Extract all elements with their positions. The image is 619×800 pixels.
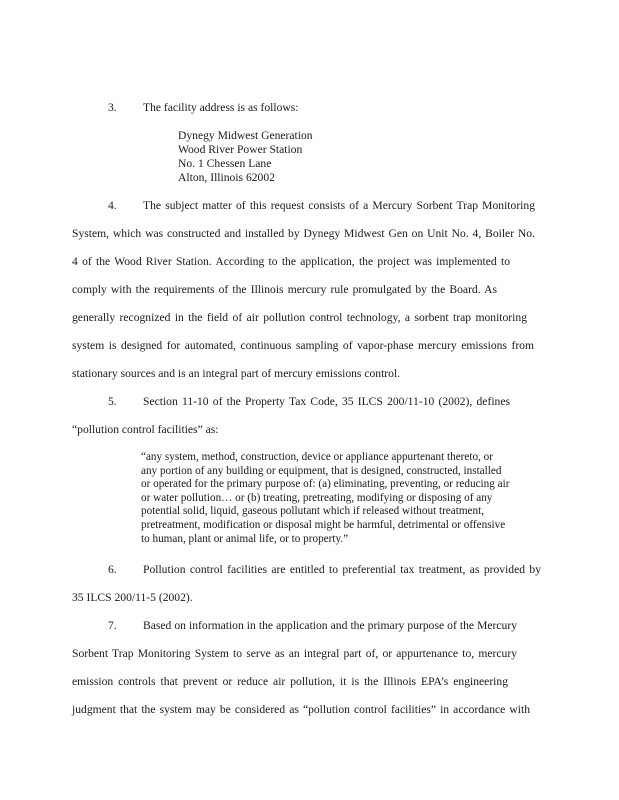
address-line: No. 1 Chessen Lane bbox=[178, 157, 272, 170]
para7-line: judgment that the system may be considered as “pollution control facilities” in accordance with bbox=[72, 703, 530, 716]
para4-line: stationary sources and is an integral part of mercury emissions control. bbox=[72, 367, 401, 380]
para3-number: 3. bbox=[108, 101, 117, 114]
para4-line: generally recognized in the field of air pollution control technology, a sorbent trap monitoring bbox=[72, 311, 527, 324]
address-line: Alton, Illinois 62002 bbox=[178, 171, 275, 184]
quote-line: pretreatment, modification or disposal might be harmful, detrimental or offensive bbox=[141, 518, 506, 531]
para7-line: Sorbent Trap Monitoring System to serve as an integral part of, or appurtenance to, mercury bbox=[72, 647, 517, 660]
para4-line: comply with the requirements of the Illinois mercury rule promulgated by the Board. As bbox=[72, 283, 497, 296]
para5-line: “pollution control facilities” as: bbox=[72, 423, 219, 436]
quote-line: potential solid, liquid, gaseous pollutant which if released without treatment, bbox=[141, 505, 485, 518]
para4-line: 4 of the Wood River Station. According to the application, the project was implemented to bbox=[72, 255, 510, 268]
para4-line: System, which was constructed and installed by Dynegy Midwest Gen on Unit No. 4, Boiler No. bbox=[72, 227, 535, 240]
quote-line: or water pollution… or (b) treating, pretreating, modifying or disposing of any bbox=[141, 491, 493, 504]
para7-number: 7. bbox=[108, 619, 117, 632]
para6-line: 35 ILCS 200/11-5 (2002). bbox=[72, 591, 193, 604]
para4-line: system is designed for automated, continuous sampling of vapor-phase mercury emissions from bbox=[72, 339, 534, 352]
address-line: Dynegy Midwest Generation bbox=[178, 129, 313, 142]
quote-line: or operated for the primary purpose of: (a) eliminating, preventing, or reducing air bbox=[141, 478, 510, 491]
para5-line: Section 11-10 of the Property Tax Code, 35 ILCS 200/11-10 (2002), defines bbox=[143, 395, 510, 408]
quote-line: to human, plant or animal life, or to property.” bbox=[141, 532, 349, 545]
para7-line: Based on information in the application and the primary purpose of the Mercury bbox=[143, 619, 517, 632]
statutory-quote bbox=[141, 451, 541, 546]
address-line: Wood River Power Station bbox=[178, 143, 303, 156]
para4-line: The subject matter of this request consists of a Mercury Sorbent Trap Monitoring bbox=[143, 199, 535, 212]
para6-number: 6. bbox=[108, 563, 117, 576]
para7-line: emission controls that prevent or reduce air pollution, it is the Illinois EPA’s engineering bbox=[72, 675, 508, 688]
para6-line: Pollution control facilities are entitled to preferential tax treatment, as provided by bbox=[143, 563, 541, 576]
quote-line: any portion of any building or equipment, that is designed, constructed, installed bbox=[141, 464, 502, 477]
para4-number: 4. bbox=[108, 199, 117, 212]
quote-line: “any system, method, construction, device or appliance appurtenant thereto, or bbox=[141, 451, 493, 463]
para3-lead: The facility address is as follows: bbox=[143, 101, 299, 114]
para5-number: 5. bbox=[108, 395, 117, 408]
